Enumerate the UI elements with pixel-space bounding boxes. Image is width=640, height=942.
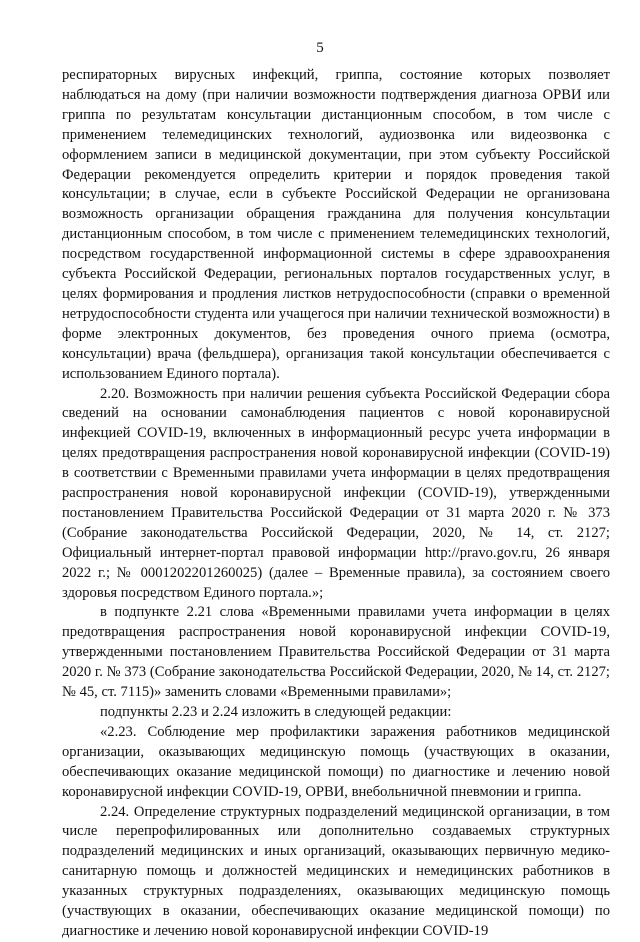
paragraph: респираторных вирусных инфекций, гриппа, состояние которых позволяет наблюдаться на дому (при наличии возможности подтверждения диагноза ОРВИ или гриппа по результатам консультации дистанционным способом, в том числе с применением телемедицинских технологий, аудиозвонка или видеозвонка с оформлением записи в медицинской документации, при этом субъекту Российской Федерации рекомендуется определить критерии и порядок проведения такой консультации; в случае, если в субъекте Российской Федерации не организована возможность организации обращения гражданина для получения консультации дистанционным способом, в том числе с применением телемедицинских технологий, посредством государственной информационной системы в сфере здравоохранения субъекта Российской Федерации, региональных порталов государственных услуг, в целях формирования и продления листков нетрудоспособности (справки о временной нетрудоспособности студента или учащегося при наличии технической возможности) в форме электронных документов, без проведения очного приема (осмотра, консультации) врача (фельдшера), организация такой консультации обеспечивается с использованием Единого портала). [62,67,610,382]
paragraph: 2.20. Возможность при наличии решения субъекта Российской Федерации сбора сведений на основании самонаблюдения пациентов с новой коронавирусной инфекцией COVID-19, включенных в информационный ресурс учета информации в целях предотвращения распространения новой коронавирусной инфекции (COVID-19) в соответствии с Временными правилами учета информации в целях предотвращения распространения новой коронавирусной инфекции (COVID-19), утвержденными постановлением Правительства Российской Федерации от 31 марта 2020 г. № 373 (Собрание законодательства Российской Федерации, 2020, № 14, ст. 2127; Официальный интернет-портал правовой информации http://pravo.gov.ru, 26 января 2022 г.; № 0001202201260025) (далее – Временные правила), за состоянием своего здоровья посредством Единого портала.»; [62,385,610,601]
paragraph: в подпункте 2.21 слова «Временными правилами учета информации в целях предотвращения распространения новой коронавирусной инфекции COVID-19, утвержденными постановлением Правительства Российской Федерации от 31 марта 2020 г. № 373 (Собрание законодательства Российской Федерации, 2020, № 14, ст. 2127; № 45, ст. 7115)» заменить словами «Временными правилами»; [62,604,610,701]
paragraph: «2.23. Соблюдение мер профилактики заражения работников медицинской организации, оказывающих медицинскую помощь (участвующих в оказании, обеспечивающих оказание медицинской помощи) по диагностике и лечению новой коронавирусной инфекции COVID-19, ОРВИ, внебольничной пневмонии и гриппа. [62,723,610,800]
page-number: 5 [316,40,324,56]
paragraph: подпункты 2.23 и 2.24 изложить в следующей редакции: [100,704,452,720]
paragraph: 2.24. Определение структурных подразделений медицинской организации, в том числе перепрофилированных или дополнительно создаваемых структурных подразделений медицинских и иных организаций, оказывающих первичную медико-санитарную помощь и должностей медицинских и немедицинских работников в указанных структурных подразделениях, оказывающих медицинскую помощь (участвующих в оказании, обеспечивающих оказание медицинской помощи) по диагностике и лечению новой коронавирусной инфекции COVID-19 [62,803,610,939]
document-body [62,66,610,942]
